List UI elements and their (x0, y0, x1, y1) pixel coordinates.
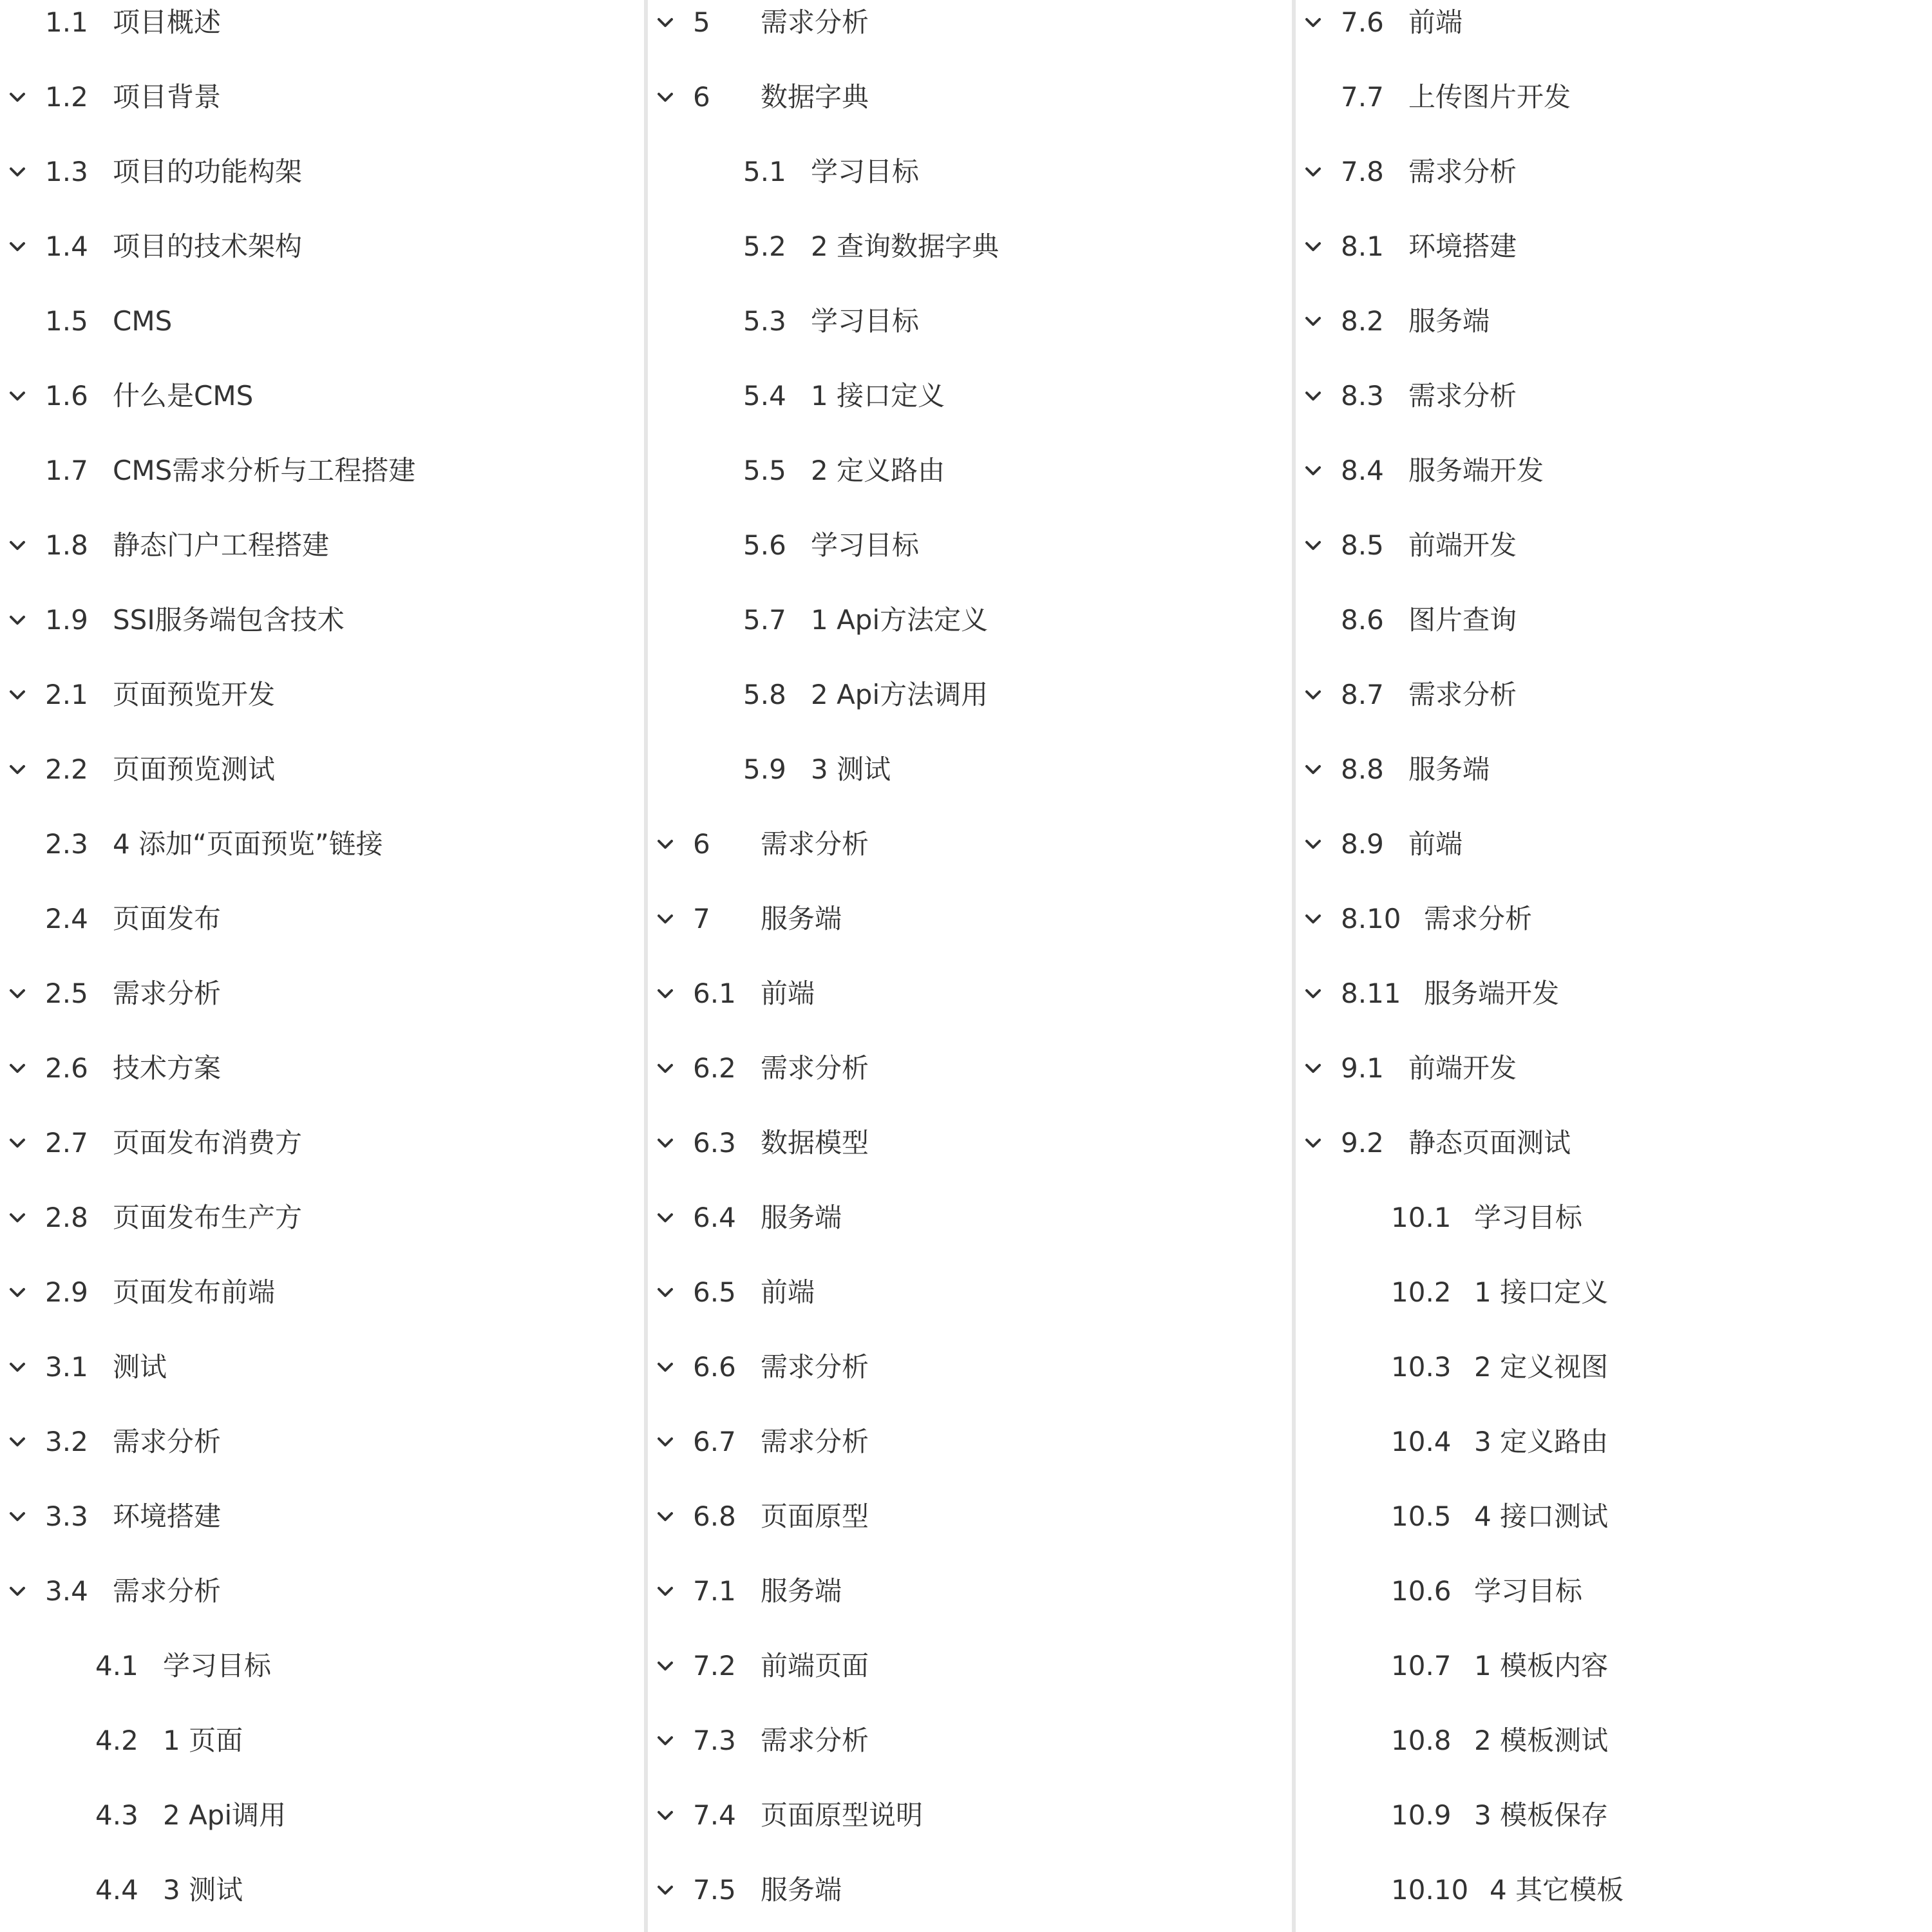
toc-item[interactable] (1296, 1715, 1932, 1766)
toc-item[interactable] (648, 296, 1292, 347)
toc-item[interactable] (648, 1864, 1292, 1916)
chevron-down-icon[interactable] (1305, 1135, 1321, 1151)
toc-item-label: 服务端开发 (1424, 978, 1560, 1009)
toc-item[interactable] (648, 968, 1292, 1019)
toc-column-1 (0, 0, 644, 1932)
toc-item-label: 需求分析 (113, 1426, 222, 1457)
toc-item-number: 7.4 (693, 1799, 736, 1831)
toc-item[interactable] (0, 1566, 644, 1617)
toc-item[interactable] (0, 1341, 644, 1393)
toc-item-number: 5.3 (743, 305, 786, 337)
toc-item-number: 10.9 (1391, 1799, 1452, 1831)
chevron-down-icon[interactable] (9, 388, 26, 404)
toc-item-number: 3.2 (45, 1426, 88, 1457)
toc-item-number: 1.8 (45, 529, 88, 561)
toc-item-label: 需求分析 (1408, 679, 1517, 710)
toc-item-label: 前端开发 (1408, 1052, 1517, 1084)
toc-item-number: 7.2 (693, 1650, 736, 1681)
toc-item-number: 4.3 (95, 1799, 138, 1831)
toc-item[interactable] (648, 1117, 1292, 1169)
toc-item-number: 8.2 (1341, 305, 1384, 337)
toc-item-label: CMS需求分析与工程搭建 (113, 455, 416, 486)
toc-item-label: 页面预览测试 (113, 753, 276, 785)
toc-item[interactable] (1296, 296, 1932, 347)
toc-column-3 (1296, 0, 1932, 1932)
toc-item[interactable] (648, 1715, 1292, 1766)
toc-item[interactable] (648, 221, 1292, 272)
toc-item-number: 6.5 (693, 1276, 736, 1308)
toc-item-label: 静态页面测试 (1408, 1127, 1571, 1159)
chevron-down-icon[interactable] (657, 14, 674, 31)
toc-item-number: 10.4 (1391, 1426, 1452, 1457)
toc-item-label: 技术方案 (113, 1052, 222, 1084)
toc-item[interactable] (1296, 221, 1932, 272)
toc-item[interactable] (1296, 370, 1932, 422)
toc-item[interactable] (0, 1640, 644, 1692)
toc-item[interactable] (0, 744, 644, 795)
toc-item[interactable] (648, 370, 1292, 422)
toc-item-label: 服务端 (1408, 753, 1490, 785)
toc-item-label: 项目背景 (113, 81, 222, 113)
chevron-down-icon[interactable] (1305, 761, 1321, 778)
toc-item-number: 5.7 (743, 604, 786, 636)
toc-item-number: 8.8 (1341, 753, 1384, 785)
toc-item[interactable] (648, 893, 1292, 945)
toc-item-label: 需求分析 (761, 1725, 869, 1756)
chevron-down-icon[interactable] (9, 761, 26, 778)
toc-item-number: 4.2 (95, 1725, 138, 1756)
toc-item-label: 前端 (761, 978, 815, 1009)
toc-item-number: 6.7 (693, 1426, 736, 1457)
toc-item-label: 3 定义路由 (1474, 1426, 1609, 1457)
chevron-down-icon[interactable] (657, 1284, 674, 1301)
chevron-down-icon[interactable] (9, 164, 26, 180)
chevron-down-icon[interactable] (657, 89, 674, 106)
chevron-down-icon[interactable] (9, 687, 26, 703)
toc-item-label: 服务端开发 (1408, 455, 1544, 486)
toc-item-label: 服务端 (761, 903, 842, 934)
toc-item[interactable] (1296, 1267, 1932, 1318)
chevron-down-icon[interactable] (657, 1583, 674, 1600)
toc-item-number: 6.6 (693, 1351, 736, 1383)
toc-item[interactable] (0, 1864, 644, 1916)
toc-item-label: 4 其它模板 (1490, 1874, 1624, 1906)
toc-item-label: 3 测试 (163, 1874, 243, 1906)
toc-item[interactable] (1296, 1491, 1932, 1542)
toc-item-label: 1 Api方法定义 (811, 604, 989, 636)
toc-item-number: 1.7 (45, 455, 88, 486)
chevron-down-icon[interactable] (1305, 836, 1321, 853)
toc-item[interactable] (0, 669, 644, 721)
toc-item[interactable] (0, 296, 644, 347)
chevron-down-icon[interactable] (1305, 462, 1321, 479)
toc-item-label: 环境搭建 (113, 1501, 222, 1532)
chevron-down-icon[interactable] (1305, 238, 1321, 255)
toc-item-label: 学习目标 (1474, 1575, 1583, 1607)
toc-item[interactable] (648, 520, 1292, 571)
chevron-down-icon[interactable] (9, 1060, 26, 1077)
toc-item-number: 5 (693, 6, 710, 38)
toc-item-label: 需求分析 (761, 828, 869, 860)
toc-item-number: 5.4 (743, 380, 786, 412)
toc-item-label: 1 页面 (163, 1725, 243, 1756)
toc-item-label: 页面原型说明 (761, 1799, 923, 1831)
toc-item-number: 10.1 (1391, 1202, 1452, 1233)
toc-item-number: 6.2 (693, 1052, 736, 1084)
toc-item[interactable] (0, 1416, 644, 1468)
toc-item-label: 项目概述 (113, 6, 222, 38)
toc-item[interactable] (0, 594, 644, 646)
toc-item-number: 10.10 (1391, 1874, 1469, 1906)
toc-item[interactable] (0, 1267, 644, 1318)
toc-item[interactable] (0, 370, 644, 422)
toc-item[interactable] (648, 1341, 1292, 1393)
toc-item-label: SSI服务端包含技术 (113, 604, 345, 636)
toc-item-number: 7.6 (1341, 6, 1384, 38)
chevron-down-icon[interactable] (9, 985, 26, 1002)
toc-item-number: 1.4 (45, 231, 88, 262)
toc-item-number: 2.5 (45, 978, 88, 1009)
chevron-down-icon[interactable] (657, 1060, 674, 1077)
toc-item-label: 2 Api调用 (163, 1799, 287, 1831)
toc-item[interactable] (648, 146, 1292, 198)
toc-item[interactable] (1296, 819, 1932, 870)
chevron-down-icon[interactable] (657, 985, 674, 1002)
toc-item-label: 学习目标 (811, 156, 920, 187)
toc-item-label: 什么是CMS (113, 380, 254, 412)
chevron-down-icon[interactable] (657, 1882, 674, 1899)
toc-item-number: 7.1 (693, 1575, 736, 1607)
toc-item-number: 8.6 (1341, 604, 1384, 636)
toc-item-label: 4 接口测试 (1474, 1501, 1609, 1532)
chevron-down-icon[interactable] (1305, 164, 1321, 180)
toc-item-number: 7.3 (693, 1725, 736, 1756)
toc-item-number: 6.3 (693, 1127, 736, 1159)
toc-item-number: 9.2 (1341, 1127, 1384, 1159)
chevron-down-icon[interactable] (1305, 388, 1321, 404)
chevron-down-icon[interactable] (1305, 911, 1321, 927)
toc-item[interactable] (648, 1192, 1292, 1244)
toc-item[interactable] (648, 669, 1292, 721)
chevron-down-icon[interactable] (1305, 985, 1321, 1002)
toc-item[interactable] (648, 1566, 1292, 1617)
toc-item[interactable] (1296, 968, 1932, 1019)
toc-item-number: 7.5 (693, 1874, 736, 1906)
toc-item-number: 8.10 (1341, 903, 1401, 934)
toc-item-number: 6 (693, 81, 710, 113)
toc-item[interactable] (1296, 1341, 1932, 1393)
toc-item[interactable] (0, 71, 644, 123)
toc-item[interactable] (1296, 1117, 1932, 1169)
toc-item[interactable] (1296, 1790, 1932, 1841)
toc-item-label: 需求分析 (1408, 380, 1517, 412)
toc-item[interactable] (1296, 445, 1932, 497)
toc-item[interactable] (648, 744, 1292, 795)
toc-item-number: 3.1 (45, 1351, 88, 1383)
toc-item-number: 8.11 (1341, 978, 1401, 1009)
toc-item-number: 3.3 (45, 1501, 88, 1532)
toc-item-label: 2 定义视图 (1474, 1351, 1609, 1383)
toc-item-label: 页面发布生产方 (113, 1202, 303, 1233)
chevron-down-icon[interactable] (657, 1209, 674, 1226)
toc-item-number: 10.7 (1391, 1650, 1452, 1681)
toc-item-label: CMS (113, 305, 173, 337)
toc-item-number: 7.8 (1341, 156, 1384, 187)
toc-item-label: 1 接口定义 (811, 380, 945, 412)
toc-item[interactable] (648, 0, 1292, 48)
chevron-down-icon[interactable] (657, 1658, 674, 1674)
toc-item-label: 前端 (761, 1276, 815, 1308)
toc-item[interactable] (1296, 1043, 1932, 1094)
toc-item-label: 页面发布前端 (113, 1276, 276, 1308)
chevron-down-icon[interactable] (657, 911, 674, 927)
chevron-down-icon[interactable] (9, 1209, 26, 1226)
toc-item-label: 服务端 (761, 1874, 842, 1906)
chevron-down-icon[interactable] (657, 1508, 674, 1525)
toc-item-number: 10.2 (1391, 1276, 1452, 1308)
toc-item-number: 8.4 (1341, 455, 1384, 486)
toc-item-label: 需求分析 (1424, 903, 1533, 934)
toc-item-label: 3 模板保存 (1474, 1799, 1609, 1831)
toc-item-label: 需求分析 (761, 1426, 869, 1457)
toc-item[interactable] (648, 594, 1292, 646)
toc-item-label: 4 添加“页面预览”链接 (113, 828, 383, 860)
toc-item[interactable] (0, 1043, 644, 1094)
toc-item[interactable] (0, 1117, 644, 1169)
toc-item[interactable] (0, 1192, 644, 1244)
chevron-down-icon[interactable] (9, 1434, 26, 1450)
toc-item[interactable] (648, 71, 1292, 123)
toc-column-2 (648, 0, 1292, 1932)
toc-item-number: 2.4 (45, 903, 88, 934)
toc-item[interactable] (0, 0, 644, 48)
toc-item-label: 学习目标 (811, 305, 920, 337)
toc-item-number: 10.8 (1391, 1725, 1452, 1756)
toc-item[interactable] (1296, 1566, 1932, 1617)
toc-item[interactable] (0, 520, 644, 571)
toc-item-label: 2 查询数据字典 (811, 231, 999, 262)
chevron-down-icon[interactable] (9, 238, 26, 255)
toc-item-label: 服务端 (761, 1202, 842, 1233)
chevron-down-icon[interactable] (657, 1732, 674, 1749)
toc-item[interactable] (1296, 0, 1932, 48)
toc-item-number: 1.6 (45, 380, 88, 412)
toc-item[interactable] (0, 1715, 644, 1766)
toc-item[interactable] (648, 1491, 1292, 1542)
toc-item-number: 9.1 (1341, 1052, 1384, 1084)
toc-item[interactable] (1296, 1864, 1932, 1916)
toc-item-label: 1 模板内容 (1474, 1650, 1609, 1681)
toc-item[interactable] (648, 445, 1292, 497)
toc-item-number: 8.5 (1341, 529, 1384, 561)
toc-item-label: 页面发布 (113, 903, 222, 934)
toc-item[interactable] (0, 819, 644, 870)
toc-item[interactable] (1296, 1192, 1932, 1244)
toc-item-label: 学习目标 (163, 1650, 272, 1681)
toc-item-label: 前端开发 (1408, 529, 1517, 561)
toc-item-label: 图片查询 (1408, 604, 1517, 636)
toc-item[interactable] (1296, 146, 1932, 198)
toc-item-label: 环境搭建 (1408, 231, 1517, 262)
toc-item[interactable] (0, 445, 644, 497)
toc-item-number: 5.9 (743, 753, 786, 785)
chevron-down-icon[interactable] (9, 1359, 26, 1376)
toc-item-label: 页面预览开发 (113, 679, 276, 710)
toc-item-label: 需求分析 (761, 1052, 869, 1084)
toc-item-label: 前端页面 (761, 1650, 869, 1681)
toc-item[interactable] (0, 146, 644, 198)
toc-item-number: 2.6 (45, 1052, 88, 1084)
toc-item-label: 1 接口定义 (1474, 1276, 1609, 1308)
toc-item-number: 1.9 (45, 604, 88, 636)
toc-item-number: 2.3 (45, 828, 88, 860)
toc-item[interactable] (648, 819, 1292, 870)
chevron-down-icon[interactable] (9, 89, 26, 106)
chevron-down-icon[interactable] (657, 1434, 674, 1450)
toc-item-number: 6.8 (693, 1501, 736, 1532)
toc-item-number: 1.2 (45, 81, 88, 113)
toc-item[interactable] (648, 1790, 1292, 1841)
toc-item-number: 8.1 (1341, 231, 1384, 262)
toc-item[interactable] (1296, 669, 1932, 721)
toc-item-number: 2.7 (45, 1127, 88, 1159)
toc-item-label: 2 定义路由 (811, 455, 945, 486)
toc-item-label: 学习目标 (1474, 1202, 1583, 1233)
toc-item-label: 前端 (1408, 828, 1463, 860)
toc-item-label: 上传图片开发 (1408, 81, 1571, 113)
toc-item[interactable] (1296, 594, 1932, 646)
toc-item[interactable] (648, 1267, 1292, 1318)
toc-item[interactable] (648, 1043, 1292, 1094)
toc-item-label: 学习目标 (811, 529, 920, 561)
chevron-down-icon[interactable] (9, 1135, 26, 1151)
toc-item-label: 需求分析 (1408, 156, 1517, 187)
toc-item[interactable] (0, 1491, 644, 1542)
toc-item-number: 5.6 (743, 529, 786, 561)
toc-item-label: 服务端 (761, 1575, 842, 1607)
toc-item-label: 前端 (1408, 6, 1463, 38)
toc-item-label: 页面原型 (761, 1501, 869, 1532)
toc-item-number: 10.6 (1391, 1575, 1452, 1607)
toc-item-number: 1.5 (45, 305, 88, 337)
toc-item[interactable] (0, 893, 644, 945)
toc-item-number: 7 (693, 903, 710, 934)
toc-item-number: 2.1 (45, 679, 88, 710)
toc-item[interactable] (1296, 893, 1932, 945)
toc-item-number: 5.1 (743, 156, 786, 187)
toc-item[interactable] (1296, 71, 1932, 123)
toc-item[interactable] (0, 221, 644, 272)
chevron-down-icon[interactable] (9, 1508, 26, 1525)
chevron-down-icon[interactable] (657, 1359, 674, 1376)
chevron-down-icon[interactable] (657, 1807, 674, 1824)
toc-item[interactable] (1296, 744, 1932, 795)
toc-item-label: 3 测试 (811, 753, 891, 785)
toc-item-label: 静态门户工程搭建 (113, 529, 330, 561)
toc-item-number: 6 (693, 828, 710, 860)
toc-item[interactable] (0, 1790, 644, 1841)
toc-item-label: 测试 (113, 1351, 167, 1383)
toc-item-number: 2.8 (45, 1202, 88, 1233)
toc-item-number: 10.5 (1391, 1501, 1452, 1532)
chevron-down-icon[interactable] (9, 537, 26, 554)
toc-item-number: 4.1 (95, 1650, 138, 1681)
toc-item-label: 需求分析 (113, 978, 222, 1009)
toc-item-number: 8.7 (1341, 679, 1384, 710)
toc-item-label: 项目的技术架构 (113, 231, 303, 262)
toc-item[interactable] (0, 968, 644, 1019)
toc-item-number: 8.3 (1341, 380, 1384, 412)
toc-item-label: 数据模型 (761, 1127, 869, 1159)
toc-item-label: 需求分析 (761, 6, 869, 38)
chevron-down-icon[interactable] (657, 836, 674, 853)
chevron-down-icon[interactable] (1305, 537, 1321, 554)
toc-item-label: 需求分析 (761, 1351, 869, 1383)
chevron-down-icon[interactable] (9, 1583, 26, 1600)
toc-item-number: 10.3 (1391, 1351, 1452, 1383)
toc-item[interactable] (648, 1640, 1292, 1692)
toc-item-label: 2 模板测试 (1474, 1725, 1609, 1756)
toc-item-number: 1.1 (45, 6, 88, 38)
toc-item-number: 2.9 (45, 1276, 88, 1308)
toc-item-number: 5.8 (743, 679, 786, 710)
chevron-down-icon[interactable] (1305, 1060, 1321, 1077)
toc-item-number: 5.2 (743, 231, 786, 262)
toc-item-number: 4.4 (95, 1874, 138, 1906)
chevron-down-icon[interactable] (657, 1135, 674, 1151)
toc-item-label: 需求分析 (113, 1575, 222, 1607)
toc-item-number: 1.3 (45, 156, 88, 187)
chevron-down-icon[interactable] (1305, 313, 1321, 330)
toc-item-number: 5.5 (743, 455, 786, 486)
toc-item-number: 6.1 (693, 978, 736, 1009)
toc-item[interactable] (1296, 1416, 1932, 1468)
toc-item-number: 8.9 (1341, 828, 1384, 860)
toc-item-label: 2 Api方法调用 (811, 679, 989, 710)
chevron-down-icon[interactable] (9, 612, 26, 629)
chevron-down-icon[interactable] (9, 1284, 26, 1301)
toc-item[interactable] (1296, 520, 1932, 571)
toc-item[interactable] (648, 1416, 1292, 1468)
toc-item-number: 3.4 (45, 1575, 88, 1607)
toc-item-label: 服务端 (1408, 305, 1490, 337)
toc-item-number: 2.2 (45, 753, 88, 785)
toc-item-label: 项目的功能构架 (113, 156, 303, 187)
chevron-down-icon[interactable] (1305, 14, 1321, 31)
toc-item-label: 数据字典 (761, 81, 869, 113)
toc-item-number: 6.4 (693, 1202, 736, 1233)
toc-item-number: 7.7 (1341, 81, 1384, 113)
chevron-down-icon[interactable] (1305, 687, 1321, 703)
toc-item[interactable] (1296, 1640, 1932, 1692)
toc-item-label: 页面发布消费方 (113, 1127, 303, 1159)
